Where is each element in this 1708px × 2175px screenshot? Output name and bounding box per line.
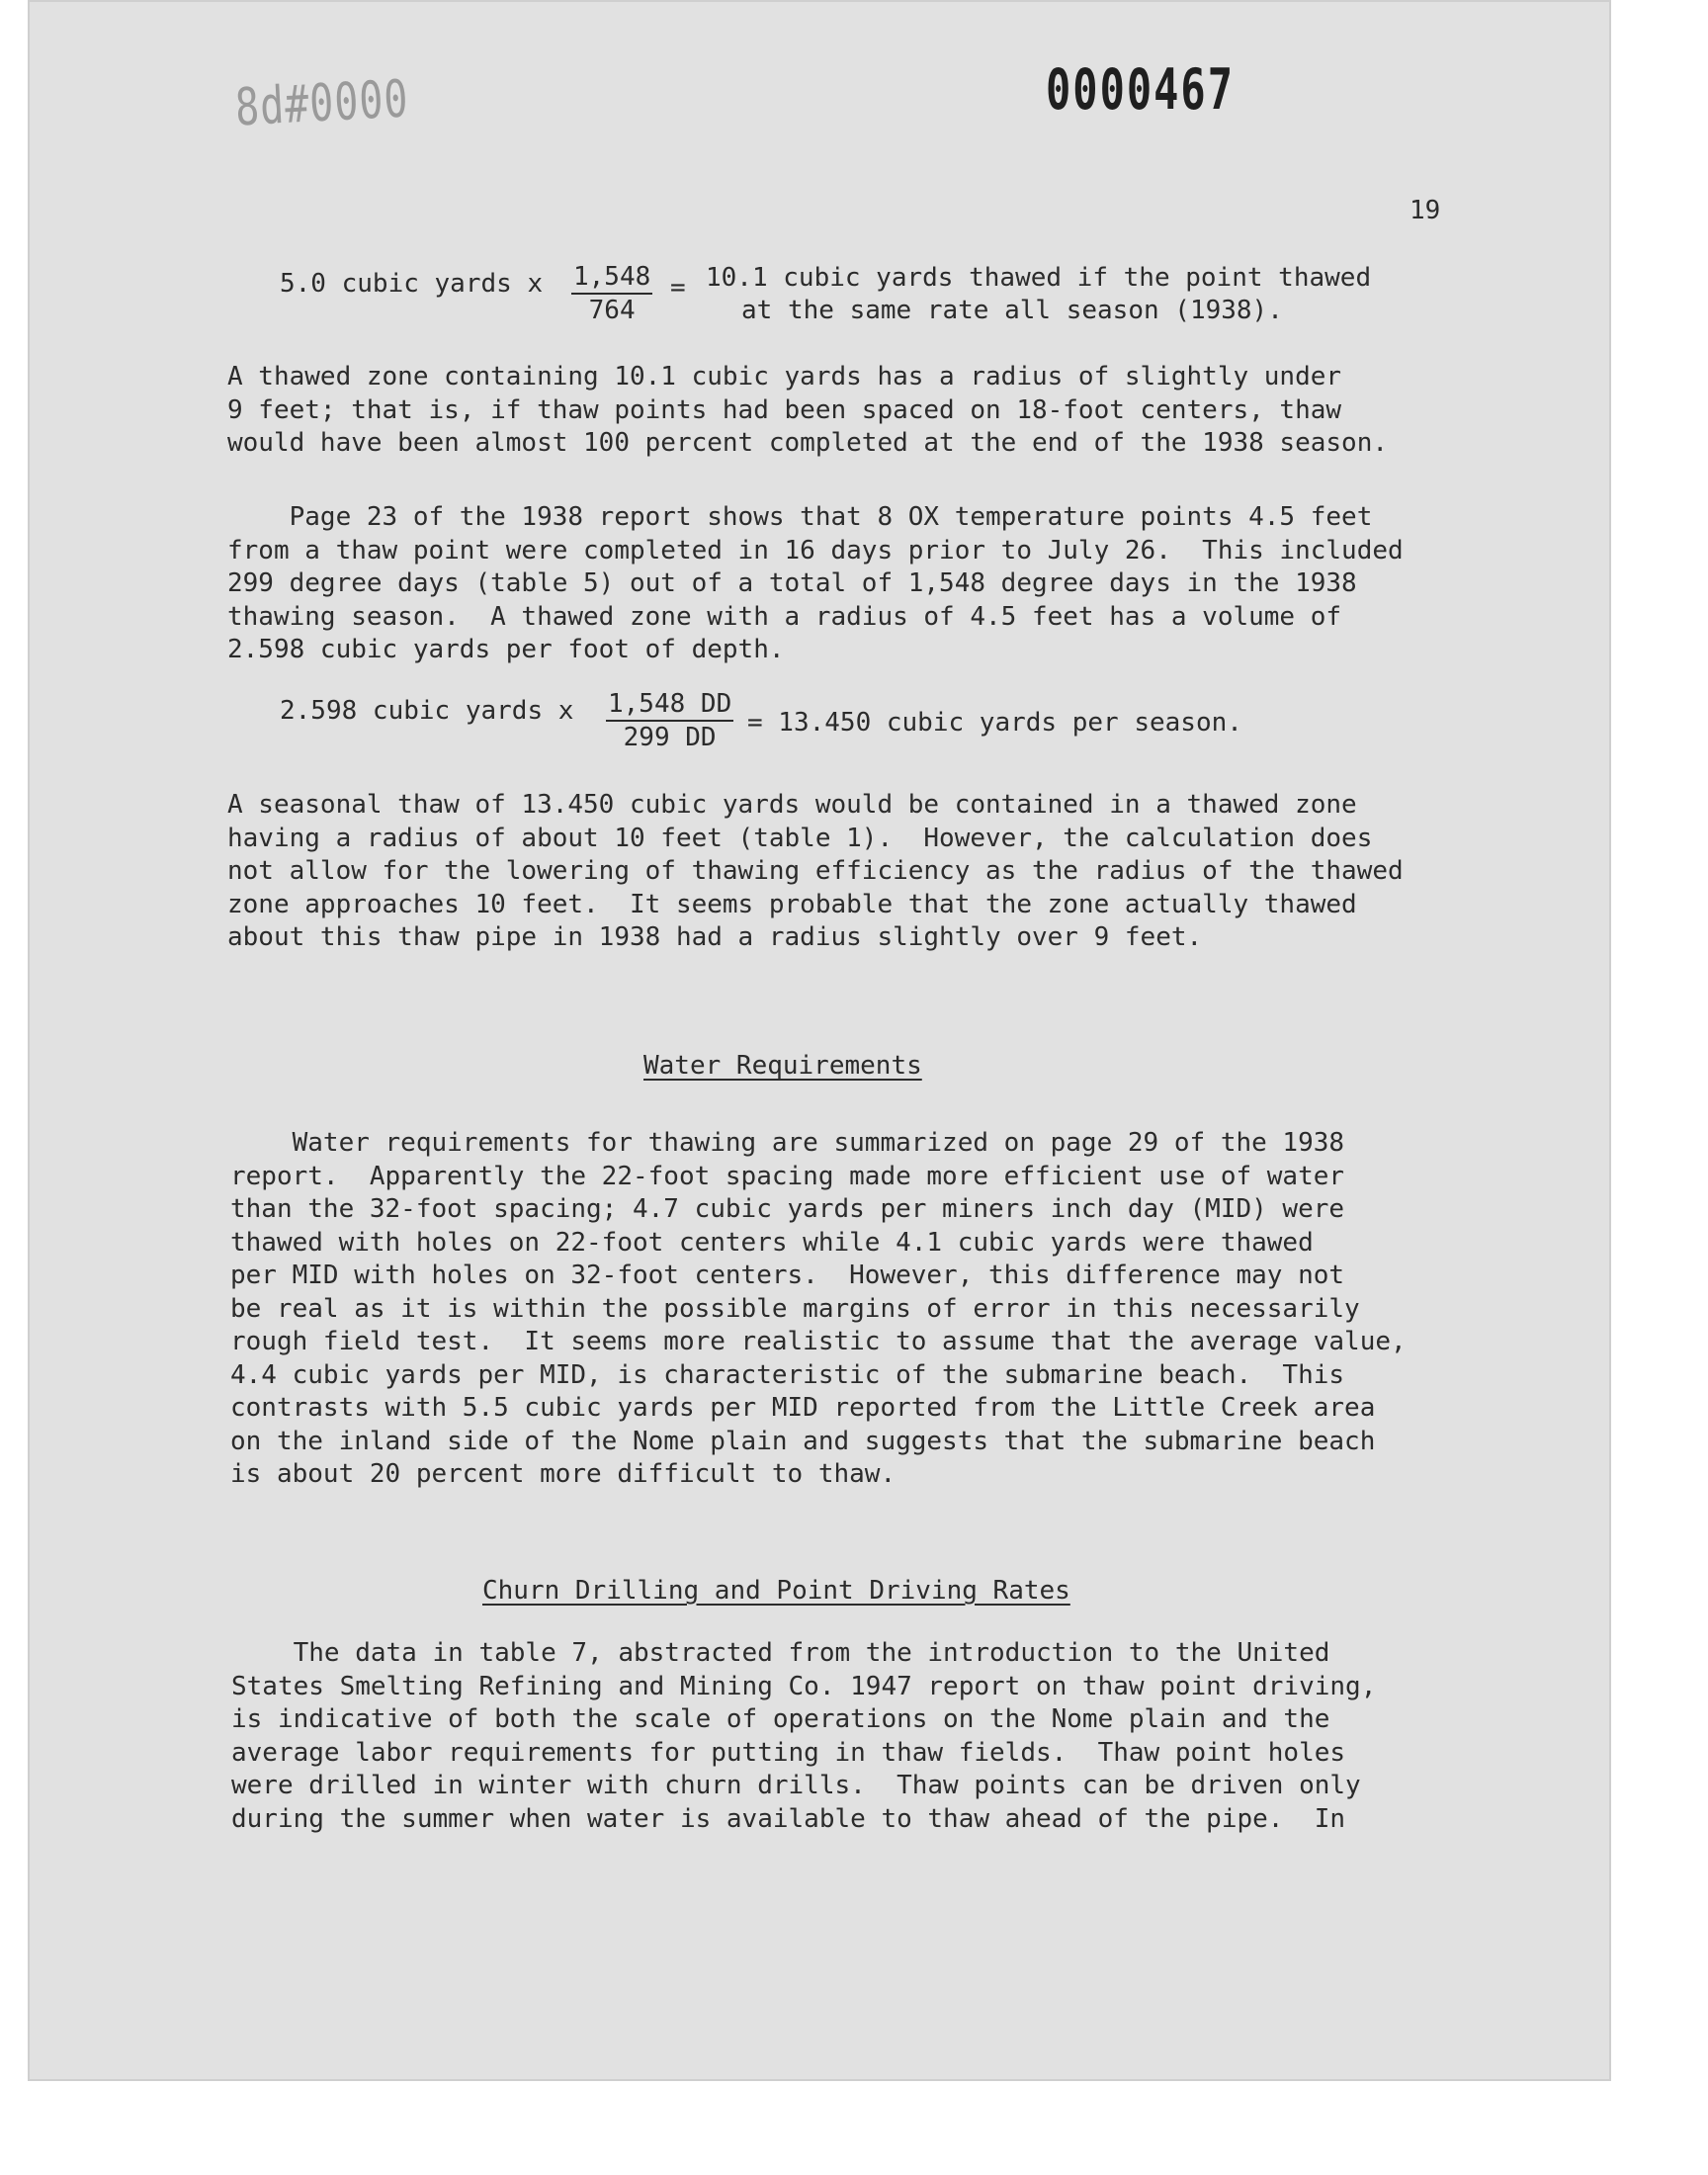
equation2-numerator: 1,548 DD — [606, 688, 733, 722]
equation2-result: = 13.450 cubic yards per season. — [747, 708, 1242, 738]
equation1-result-line2: at the same rate all season (1938). — [741, 296, 1283, 325]
equation1-lead: 5.0 cubic yards x — [280, 269, 544, 299]
heading-water-requirements: Water Requirements — [643, 1051, 922, 1081]
equation2-fraction — [606, 688, 733, 753]
paragraph-churn-drilling: The data in table 7, abstracted from the introduction to the United States Smelting Refining and Mining Co. 1947 report on thaw point driving, is indicative of both the scale of operations on the Nome plain and the average labor requirements for putting in thaw fields. Thaw point holes were drilled in winter with churn drills. Thaw points can be driven only during the summer when water is available to thaw ahead of the pipe. In — [231, 1638, 1377, 1834]
right-stamp-number: 0000467 — [1046, 56, 1236, 123]
page-number: 19 — [1409, 196, 1441, 225]
equation1-fraction — [571, 261, 652, 326]
equation1-denominator: 764 — [588, 296, 636, 325]
paragraph-water-requirements: Water requirements for thawing are summarized on page 29 of the 1938 report. Apparently the 22-foot spacing made more efficient use of water than the 32-foot spacing; 4.7 cubic yards per miners inch day (MID) were thawed with holes on 22-foot centers while 4.1 cubic yards were thawed per MID with holes on 32-foot centers. However, this difference may not be real as it is within the possible margins of error in this necessarily rough field test. It seems more realistic to assume that the average value, 4.4 cubic yards per MID, is characteristic of the submarine beach. This contrasts with 5.5 cubic yards per MID reported from the Little Creek area on the inland side of the Nome plain and suggests that the submarine beach is about 20 percent more difficult to thaw. — [230, 1128, 1407, 1489]
document-page — [28, 0, 1611, 2081]
heading-churn-drilling: Churn Drilling and Point Driving Rates — [482, 1576, 1070, 1606]
equation1-equals: = — [670, 273, 686, 303]
equation2-denominator: 299 DD — [623, 723, 717, 752]
paragraph-seasonal-thaw: A seasonal thaw of 13.450 cubic yards would be contained in a thawed zone having a radius of about 10 feet (table 1). However, the calculation does not allow for the lowering of thawing efficiency as the radius of the thawed zone approaches 10 feet. It seems probable that the zone actually thawed about this thaw pipe in 1938 had a radius slightly over 9 feet. — [227, 790, 1404, 952]
equation1-result-line1: 10.1 cubic yards thawed if the point thawed — [706, 263, 1372, 293]
paragraph-thawed-zone: A thawed zone containing 10.1 cubic yards has a radius of slightly under 9 feet; that is, if thaw points had been spaced on 18-foot centers, thaw would have been almost 100 percent completed at the end of the 1938 season. — [227, 362, 1388, 458]
equation1-numerator: 1,548 — [571, 261, 652, 295]
equation2-lead: 2.598 cubic yards x — [280, 696, 574, 726]
left-stamp-number: 8d#0000 — [233, 69, 411, 138]
paragraph-page-23: Page 23 of the 1938 report shows that 8 OX temperature points 4.5 feet from a thaw point were completed in 16 days prior to July 26. This included 299 degree days (table 5) out of a total of 1,548 degree days in the 1938 thawing season. A thawed zone with a radius of 4.5 feet has a volume of 2.598 cubic yards per foot of depth. — [227, 502, 1404, 664]
